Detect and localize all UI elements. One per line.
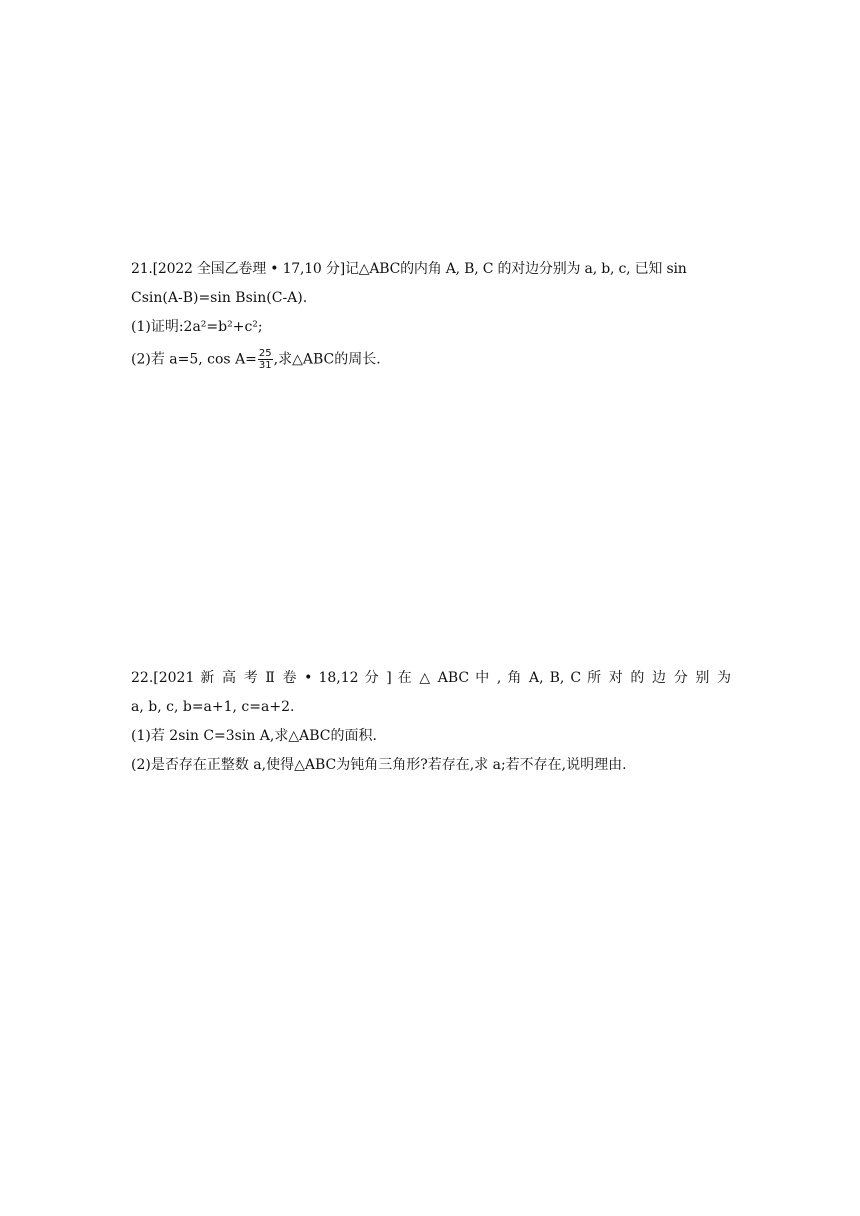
problem-22 <box>131 668 731 775</box>
fraction-denominator: 31 <box>258 360 272 371</box>
problem-21 <box>131 259 731 371</box>
part-2-suffix: ,求△ABC的周长. <box>273 351 381 368</box>
fraction <box>258 348 273 371</box>
problem-21-part-2 <box>131 348 731 371</box>
problem-22-line-2: a, b, c, b=a+1, c=a+2. <box>131 699 295 715</box>
problem-21-part-1: (1)证明:2a²=b²+c²; <box>131 319 263 335</box>
problem-21-line-1: 21.[2022 全国乙卷理 • 17,10 分]记△ABC的内角 A, B, C 的对边分别为 a, b, c, 已知 sin <box>131 261 687 277</box>
problem-21-line-2: Csin(A-B)=sin Bsin(C-A). <box>131 290 308 306</box>
problem-22-line-1: 22.[2021 新 高 考 Ⅱ 卷 • 18,12 分 ] 在 △ ABC 中 , 角 A, B, C 所 对 的 边 分 别 为 <box>131 670 731 686</box>
problem-22-part-2: (2)是否存在正整数 a,使得△ABC为钝角三角形?若存在,求 a;若不存在,说明理由. <box>131 757 627 773</box>
fraction-numerator: 25 <box>258 348 272 359</box>
part-2-prefix: (2)若 a=5, cos A= <box>131 351 257 368</box>
problem-22-part-1: (1)若 2sin C=3sin A,求△ABC的面积. <box>131 728 377 744</box>
